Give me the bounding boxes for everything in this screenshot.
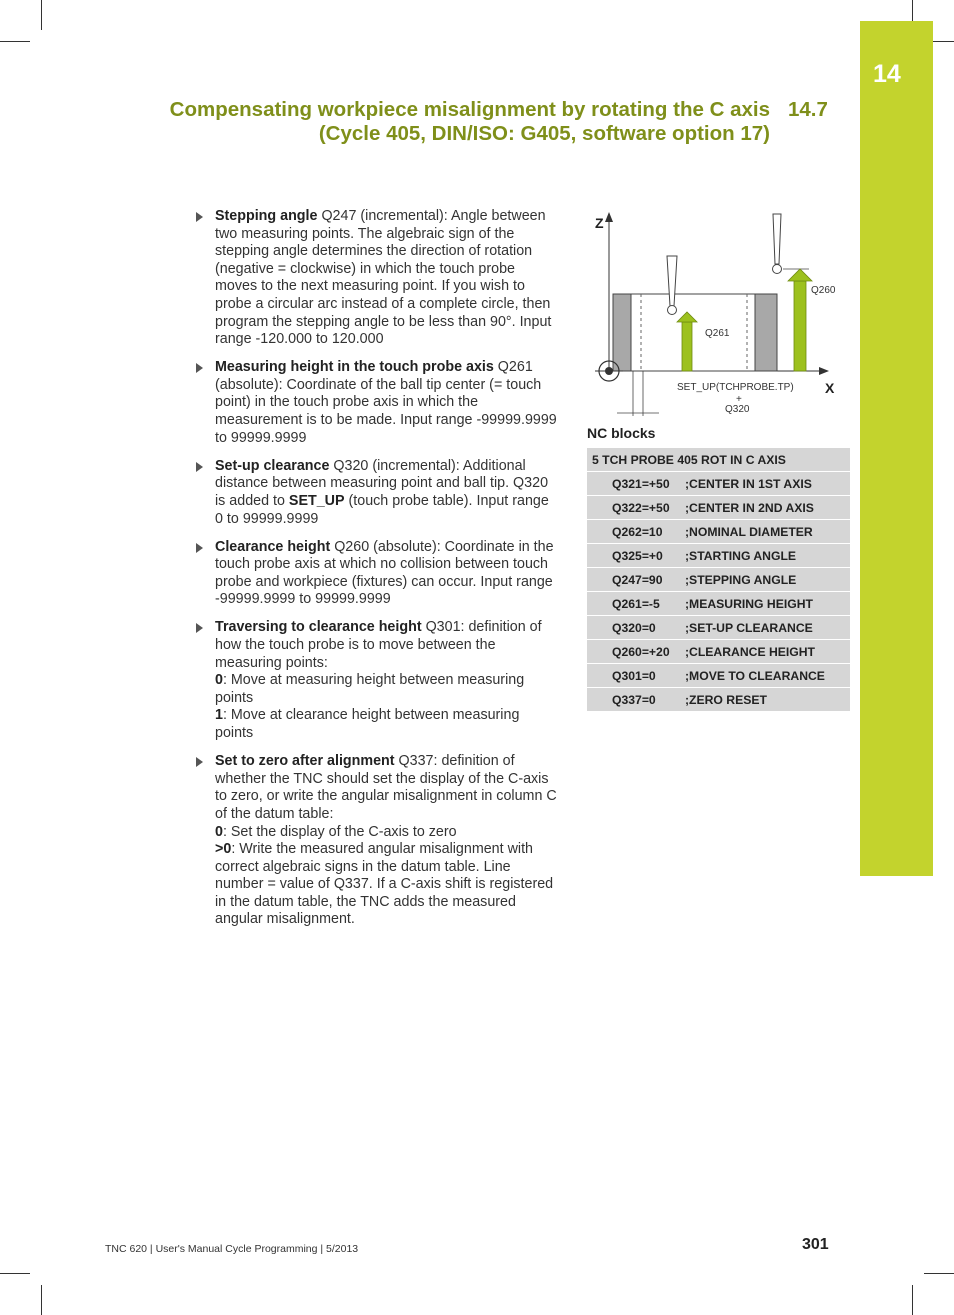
page-number: 301 — [802, 1236, 829, 1253]
nc-header-cell: 5 TCH PROBE 405 ROT IN C AXIS — [587, 448, 850, 472]
crop-mark — [912, 1285, 913, 1315]
option-text: : Move at measuring height between measuring points — [215, 672, 525, 706]
param-clearance-height — [193, 539, 557, 609]
nc-comment-cell: ;STARTING ANGLE — [685, 544, 850, 568]
param-set-to-zero — [193, 753, 557, 929]
table-row — [587, 688, 850, 712]
chapter-tab — [860, 21, 933, 876]
q320-label: Q320 — [725, 404, 750, 415]
nc-code-cell: Q337=0 — [587, 688, 685, 712]
bullet-triangle-icon — [196, 462, 203, 472]
z-axis-arrow-icon — [605, 212, 613, 222]
param-description: Q260 (absolute): Coordinate in the touch probe axis at which no collision between touch probe and workpiece (fixtures) can occur. Input range -99999.9999 to 99999.9999 — [215, 538, 554, 608]
nc-comment-cell: ;MEASURING HEIGHT — [685, 592, 850, 616]
nc-comment-cell: ;MOVE TO CLEARANCE — [685, 664, 850, 688]
page-title-line2: (Cycle 405, DIN/ISO: G405, software option 17) — [318, 122, 770, 145]
param-description-tail: (touch probe table). Input range 0 to 99999.9999 — [215, 492, 549, 527]
workpiece-left-wall — [613, 294, 631, 371]
table-row — [587, 544, 850, 568]
chapter-number: 14 — [873, 60, 901, 88]
param-description: Q320 (incremental): Additional distance between measuring point and ball tip. Q320 is added to — [215, 457, 549, 509]
param-setup-clearance — [193, 458, 557, 528]
bullet-triangle-icon — [196, 757, 203, 767]
nc-comment-cell: ;SET-UP CLEARANCE — [685, 616, 850, 640]
crop-mark — [41, 1285, 42, 1315]
param-description: Q301: definition of how the touch probe is to move between the measuring points: — [215, 619, 542, 671]
table-row — [587, 664, 850, 688]
workpiece-right-wall — [755, 294, 777, 371]
nc-comment-cell: ;ZERO RESET — [685, 688, 850, 712]
option-text: : Write the measured angular misalignment with correct algebraic signs in the datum table. Line number = value of Q337. If a C-axis shift is registered in the datum table, the TNC adds the measured angular misalignment. — [215, 841, 554, 928]
param-name: Clearance height — [215, 538, 331, 555]
z-axis-label: Z — [595, 215, 604, 231]
q261-label: Q261 — [705, 328, 730, 339]
bullet-triangle-icon — [196, 212, 203, 222]
setup-label: SET_UP(TCHPROBE.TP) — [677, 382, 794, 393]
option-key: 1 — [215, 707, 223, 724]
nc-comment-cell: ;CENTER IN 1ST AXIS — [685, 472, 850, 496]
table-row — [587, 640, 850, 664]
bullet-triangle-icon — [196, 543, 203, 553]
crop-mark — [0, 41, 30, 42]
param-description: Q247 (incremental): Angle between two measuring points. The algebraic sign of the stepping angle determines the direction of rotation (negative = clockwise) in which the touch probe moves to the next measuring point. If you wish to probe a circular arc instead of a complete circle, then program the stepping angle to be less than 90°. Input range -120.000 to 120.000 — [215, 208, 552, 348]
crop-mark — [0, 1273, 30, 1274]
page-title — [170, 98, 770, 146]
touch-probe-ball-2-icon — [773, 265, 782, 274]
parameter-list — [193, 208, 557, 940]
page-title-line1: Compensating workpiece misalignment by rotating the C axis — [169, 98, 770, 121]
nc-code-cell: Q301=0 — [587, 664, 685, 688]
workpiece-bore — [631, 294, 755, 371]
option-text: : Move at clearance height between measuring points — [215, 707, 520, 742]
crop-mark — [924, 1273, 954, 1274]
table-row — [587, 568, 850, 592]
nc-blocks-table — [587, 448, 850, 712]
param-description: Q261 (absolute): Coordinate of the ball tip center (= touch point) in the touch probe axis in which the measurement is to be made. Input range -99999.9999 to 99999.9999 — [215, 359, 557, 446]
table-row — [587, 520, 850, 544]
nc-comment-cell: ;STEPPING ANGLE — [685, 568, 850, 592]
footer-text: TNC 620 | User's Manual Cycle Programming | 5/2013 — [105, 1243, 359, 1255]
touch-probe-ball-icon — [668, 306, 677, 315]
x-axis-arrow-icon — [819, 367, 829, 375]
nc-code-cell: Q261=-5 — [587, 592, 685, 616]
probe-diagram — [587, 206, 847, 418]
section-number: 14.7 — [788, 98, 828, 121]
param-stepping-angle — [193, 208, 557, 349]
option-key: 0 — [215, 672, 223, 689]
param-keyword: SET_UP — [288, 492, 345, 509]
q260-arrow-shaft — [794, 281, 806, 371]
param-name: Stepping angle — [215, 208, 318, 224]
x-axis-label: X — [825, 380, 835, 396]
q260-arrow-head-icon — [788, 269, 812, 281]
table-row — [587, 472, 850, 496]
nc-comment-cell: ;NOMINAL DIAMETER — [685, 520, 850, 544]
param-measuring-height — [193, 359, 557, 447]
setup-plus-label: + — [736, 394, 742, 405]
table-row — [587, 496, 850, 520]
nc-comment-cell: ;CLEARANCE HEIGHT — [685, 640, 850, 664]
q261-arrow-shaft — [682, 322, 692, 371]
table-row — [587, 592, 850, 616]
nc-code-cell: Q322=+50 — [587, 496, 685, 520]
param-name: Set-up clearance — [215, 457, 330, 474]
nc-code-cell: Q260=+20 — [587, 640, 685, 664]
nc-code-cell: Q247=90 — [587, 568, 685, 592]
nc-code-cell: Q325=+0 — [587, 544, 685, 568]
nc-comment-cell: ;CENTER IN 2ND AXIS — [685, 496, 850, 520]
table-row — [587, 616, 850, 640]
table-row — [587, 448, 850, 472]
nc-blocks-heading: NC blocks — [587, 425, 656, 441]
nc-code-cell: Q320=0 — [587, 616, 685, 640]
param-traversing — [193, 619, 557, 742]
q260-label: Q260 — [811, 285, 836, 296]
param-name: Traversing to clearance height — [215, 619, 422, 636]
bullet-triangle-icon — [196, 363, 203, 373]
nc-code-cell: Q321=+50 — [587, 472, 685, 496]
param-name: Set to zero after alignment — [215, 753, 395, 770]
bullet-triangle-icon — [196, 623, 203, 633]
touch-probe-stylus-2 — [773, 214, 781, 264]
param-description: Q337: definition of whether the TNC should set the display of the C-axis to zero, or write the angular misalignment in column C of the datum table: — [215, 753, 557, 822]
option-key: >0 — [215, 841, 232, 858]
param-name: Measuring height in the touch probe axis — [215, 359, 494, 376]
option-key: 0 — [215, 823, 223, 840]
option-text: : Set the display of the C-axis to zero — [222, 823, 457, 840]
nc-code-cell: Q262=10 — [587, 520, 685, 544]
crop-mark — [41, 0, 42, 30]
